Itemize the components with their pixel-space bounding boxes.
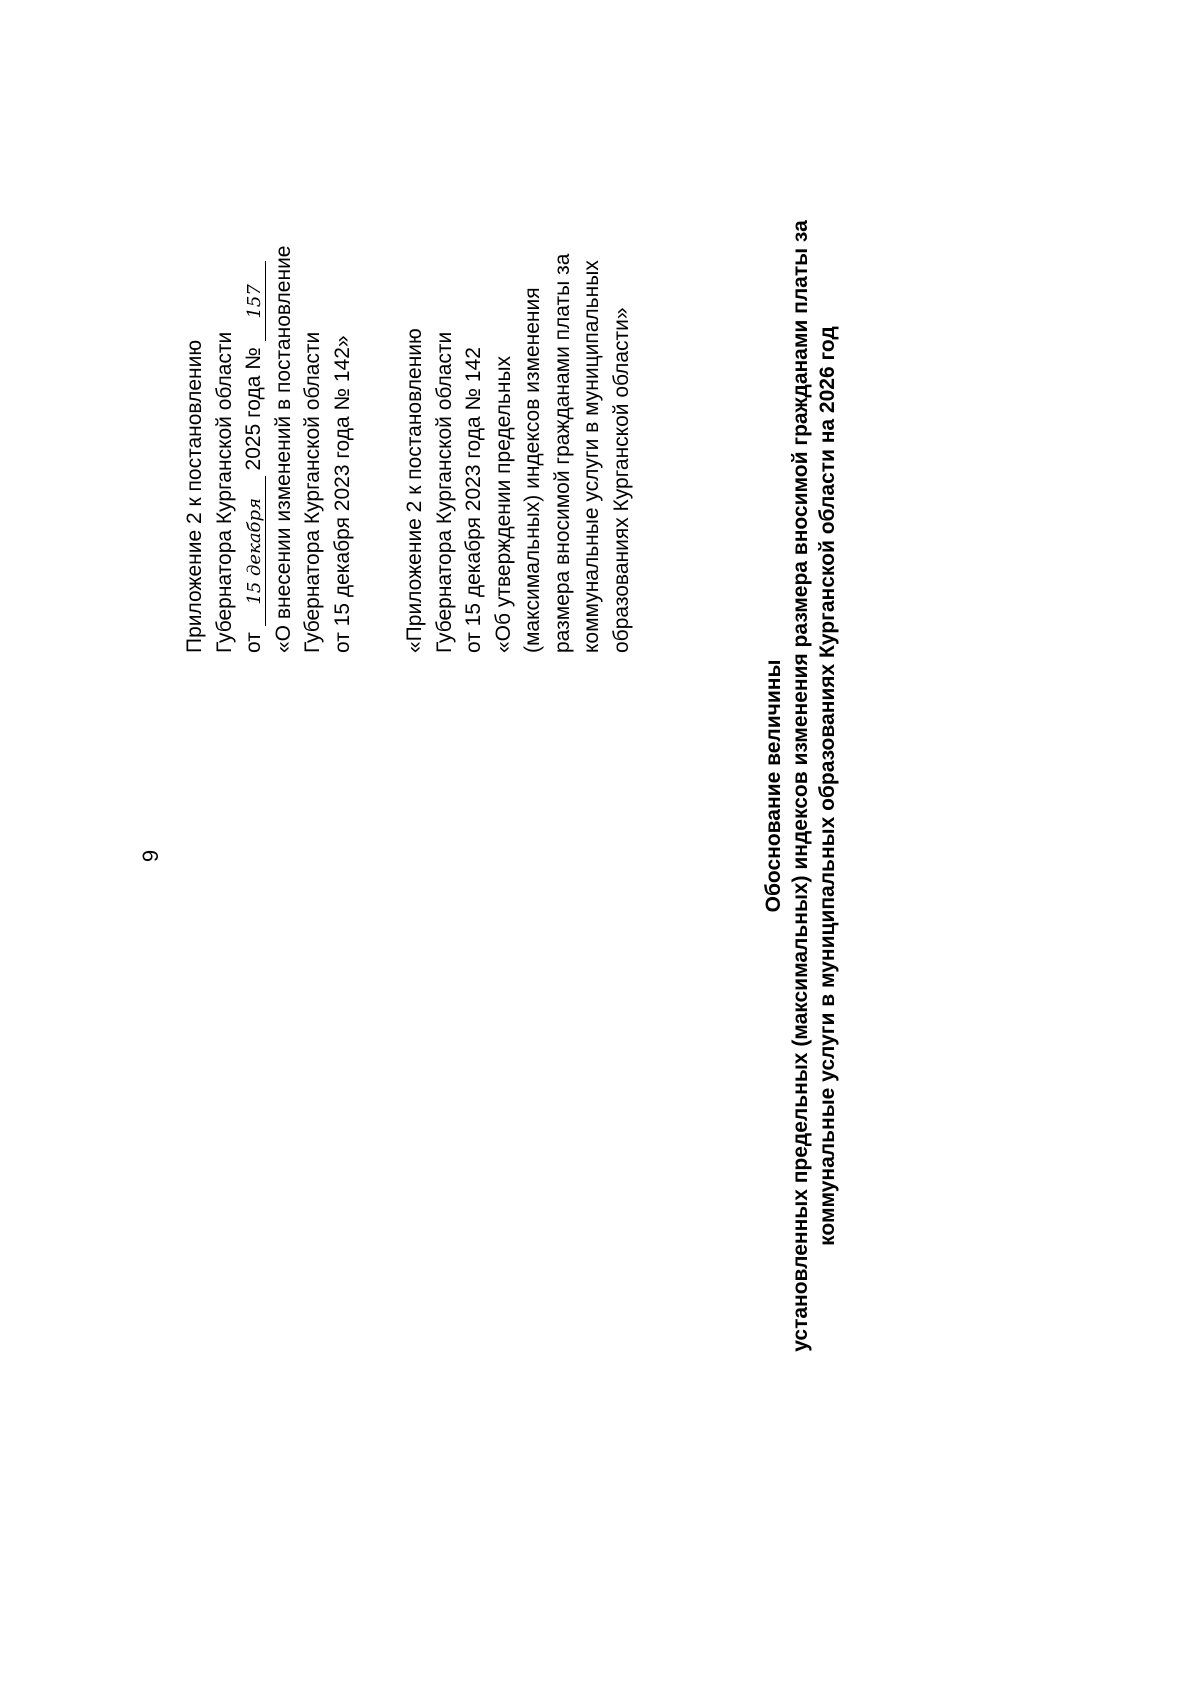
appendix-header-new (180, 13, 357, 653)
original-subject-line-2: (максимальных) индексов изменения (521, 287, 544, 653)
original-subject-line-5: образованиях Курганской области» (609, 307, 633, 653)
appendix-date-line (239, 13, 269, 653)
appendix-title-line: Приложение 2 к постановлению (183, 339, 206, 653)
date-prefix: от (242, 632, 265, 653)
original-issuer-line: Губернатора Курганской области (432, 331, 456, 653)
heading-line-1: Обоснование величины (762, 659, 785, 913)
handwritten-date: 15 декабря (245, 476, 266, 626)
appendix-header-original (400, 13, 636, 653)
original-subject-line-4: коммунальные услуги в муниципальных (580, 260, 603, 653)
appendix-issuer-line: Губернатора Курганской области (212, 331, 236, 653)
handwritten-number: 157 (245, 261, 266, 341)
original-subject-line-1: «Об утверждении предельных (491, 355, 515, 653)
amendment-ref-line: от 15 декабря 2023 года № 142» (330, 335, 354, 653)
original-date-line: от 15 декабря 2023 года № 142 (462, 347, 485, 653)
document-heading (760, 121, 841, 1451)
amendment-title-line: «О внесении изменений в постановление (271, 245, 295, 653)
heading-line-2: установленных предельных (максимальных) индексов изменения размера вносимой гражданами платы за (789, 220, 812, 1352)
amendment-issuer-line: Губернатора Курганской области (301, 331, 324, 653)
year-number-label: 2025 года № (242, 347, 265, 471)
heading-line-3: коммунальные услуги в муниципальных образованиях Курганской области на 2026 год (816, 326, 839, 1246)
original-title-line: «Приложение 2 к постановлению (403, 328, 426, 653)
page-number: 9 (138, 849, 163, 863)
original-subject-line-3: размера вносимой гражданами платы за (550, 253, 574, 653)
